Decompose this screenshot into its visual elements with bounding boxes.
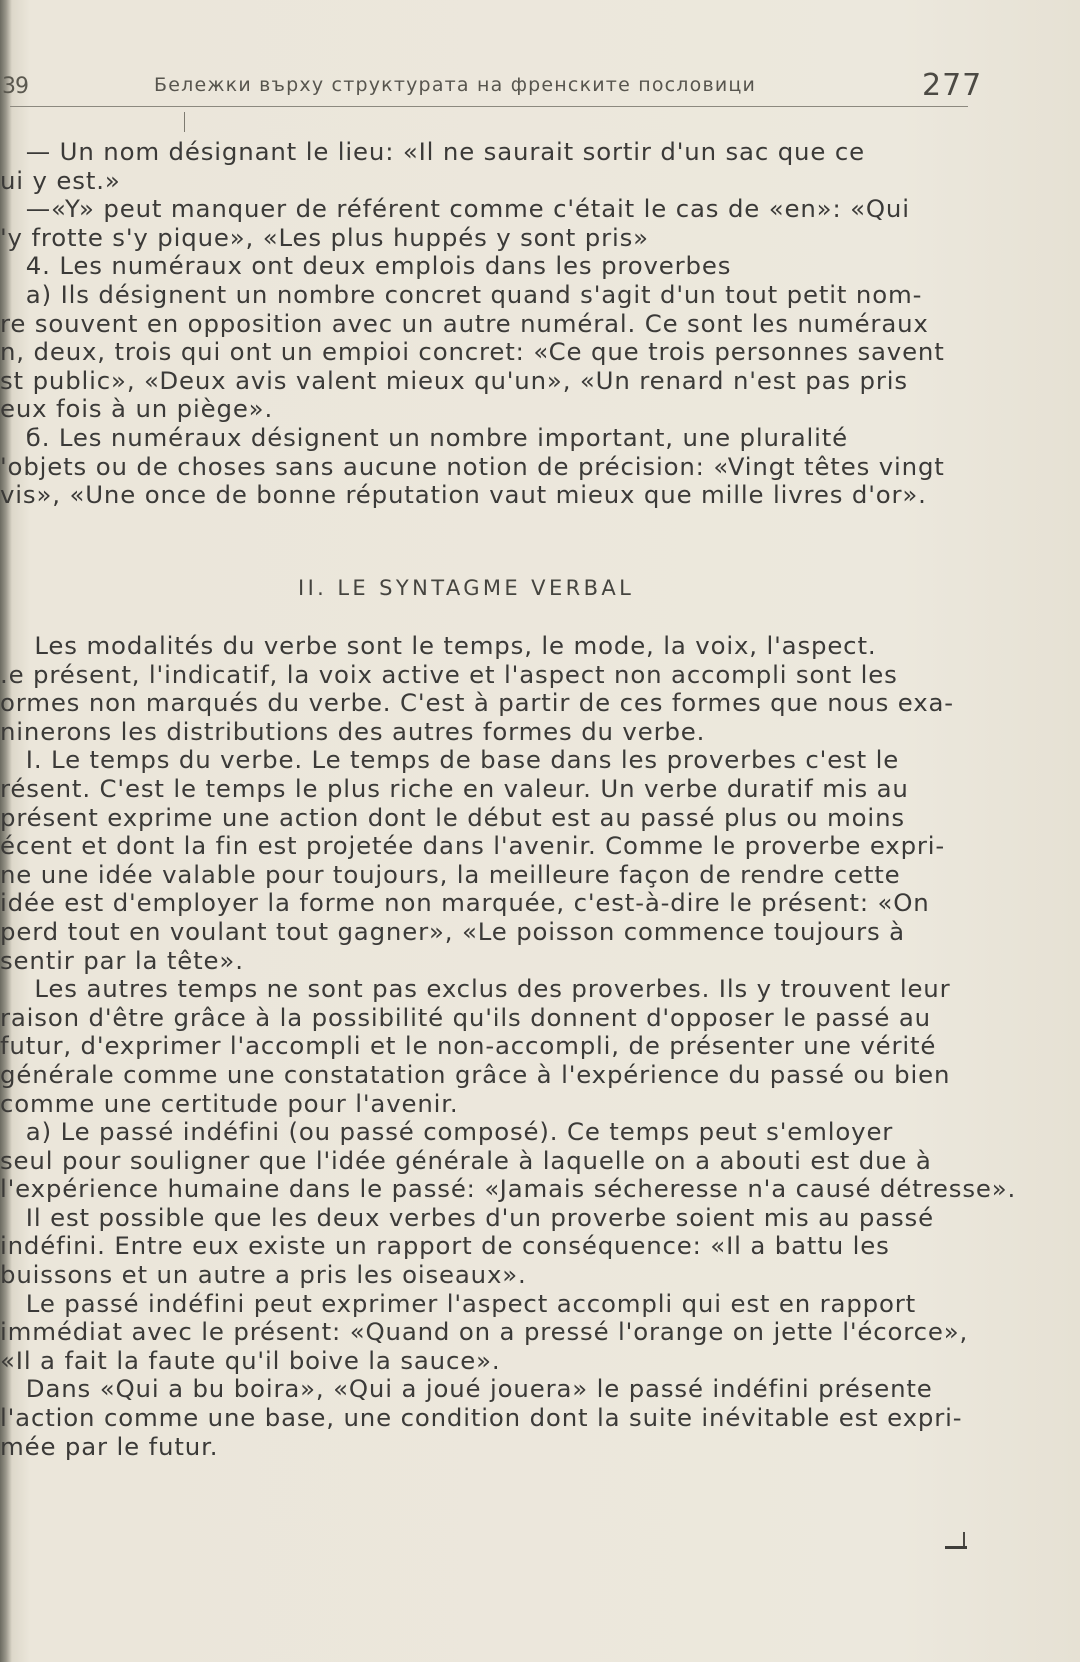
text-line: ne une idée valable pour toujours, la meilleure façon de rendre cette — [0, 859, 901, 889]
page-header — [0, 70, 1000, 108]
text-line: futur, d'exprimer l'accompli et le non-accompli, de présenter une vérité — [0, 1031, 937, 1061]
header-rule — [10, 106, 968, 107]
body-text-block-1 — [0, 138, 960, 510]
body-text-block-2 — [0, 631, 1017, 1461]
header-tick-mark — [184, 112, 185, 132]
text-line: a) Le passé indéfini (ou passé composé). Ce temps peut s'emloyer — [0, 1117, 894, 1147]
text-line: générale comme une constatation grâce à l'expérience du passé ou bien — [0, 1059, 951, 1089]
text-line: écent et dont la fin est projetée dans l'avenir. Comme le proverbe expri- — [0, 831, 946, 861]
text-line: «Il a fait la faute qu'il boive la sauce». — [0, 1345, 501, 1375]
text-line: immédiat avec le présent: «Quand on a pressé l'orange on jette l'écorce», — [0, 1317, 969, 1347]
text-line: 'y frotte s'y pique», «Les plus huppés y sont pris» — [0, 222, 649, 252]
text-line: Le passé indéfini peut exprimer l'aspect accompli qui est en rapport — [0, 1288, 917, 1318]
text-line: vis», «Une once de bonne réputation vaut mieux que mille livres d'or». — [0, 480, 927, 510]
text-line: st public», «Deux avis valent mieux qu'un», «Un renard n'est pas pris — [0, 365, 908, 395]
section-heading: II. LE SYNTAGME VERBAL — [298, 576, 635, 600]
page-number: 277 — [922, 68, 983, 103]
text-line: Les modalités du verbe sont le temps, le mode, la voix, l'aspect. — [0, 631, 877, 660]
text-line: —«Y» peut manquer de référent comme c'était le cas de «en»: «Qui — [0, 194, 910, 224]
text-line: sentir par la tête». — [0, 945, 244, 975]
running-title: Бележки върху структурата на френските пословици — [154, 74, 757, 96]
text-line: ninerons les distributions des autres formes du verbe. — [0, 716, 706, 746]
text-line: l'action comme une base, une condition dont la suite inévitable est expri- — [0, 1403, 963, 1433]
text-line: idée est d'employer la forme non marquée, c'est-à-dire le présent: «On — [0, 888, 930, 918]
text-line: re souvent en opposition avec un autre numéral. Ce sont les numéraux — [0, 308, 929, 338]
text-line: ormes non marqués du verbe. C'est à partir de ces formes que nous exa- — [0, 688, 954, 718]
text-line: Il est possible que les deux verbes d'un proverbe soient mis au passé — [0, 1202, 934, 1232]
text-line: Les autres temps ne sont pas exclus des proverbes. Ils y trouvent leur — [0, 974, 951, 1004]
text-line: б. Les numéraux désignent un nombre important, une pluralité — [0, 422, 849, 452]
text-line: eux fois à un piège». — [0, 394, 274, 424]
text-line: 4. Les numéraux ont deux emplois dans les proverbes — [0, 251, 732, 281]
text-line: seul pour souligner que l'idée générale à laquelle on a abouti est due à — [0, 1145, 932, 1175]
text-line: a) Ils désignent un nombre concret quand s'agit d'un tout petit nom- — [0, 279, 923, 309]
margin-page-fragment: 39 — [2, 74, 28, 99]
text-line: mée par le futur. — [0, 1431, 219, 1461]
text-line: buissons et un autre a pris les oiseaux». — [0, 1260, 527, 1290]
text-line: n, deux, trois qui ont un empioi concret: «Ce que trois personnes savent — [0, 337, 945, 367]
text-line: l'expérience humaine dans le passé: «Jamais sécheresse n'a causé détresse». — [0, 1174, 1017, 1204]
text-line: 'objets ou de choses sans aucune notion de précision: «Vingt têtes vingt — [0, 451, 945, 481]
text-line: — Un nom désignant le lieu: «Il ne saurait sortir d'un sac que ce — [0, 137, 865, 166]
text-line: résent. C'est le temps le plus riche en valeur. Un verbe duratif mis au — [0, 773, 909, 803]
text-line: raison d'être grâce à la possibilité qu'ils donnent d'opposer le passé au — [0, 1002, 931, 1032]
text-line: comme une certitude pour l'avenir. — [0, 1088, 459, 1118]
text-line: perd tout en voulant tout gagner», «Le poisson commence toujours à — [0, 916, 905, 946]
text-line: présent exprime une action dont le début est au passé plus ou moins — [0, 802, 905, 832]
corner-pencil-mark — [945, 1532, 969, 1550]
text-line: ui y est.» — [0, 165, 121, 195]
text-line: indéfini. Entre eux existe un rapport de conséquence: «Il a battu les — [0, 1231, 890, 1261]
text-line: .e présent, l'indicatif, la voix active et l'aspect non accompli sont les — [0, 659, 898, 689]
text-line: Dans «Qui a bu boira», «Qui a joué jouera» le passé indéfini présente — [0, 1374, 933, 1404]
text-line: I. Le temps du verbe. Le temps de base dans les proverbes c'est le — [0, 745, 900, 775]
